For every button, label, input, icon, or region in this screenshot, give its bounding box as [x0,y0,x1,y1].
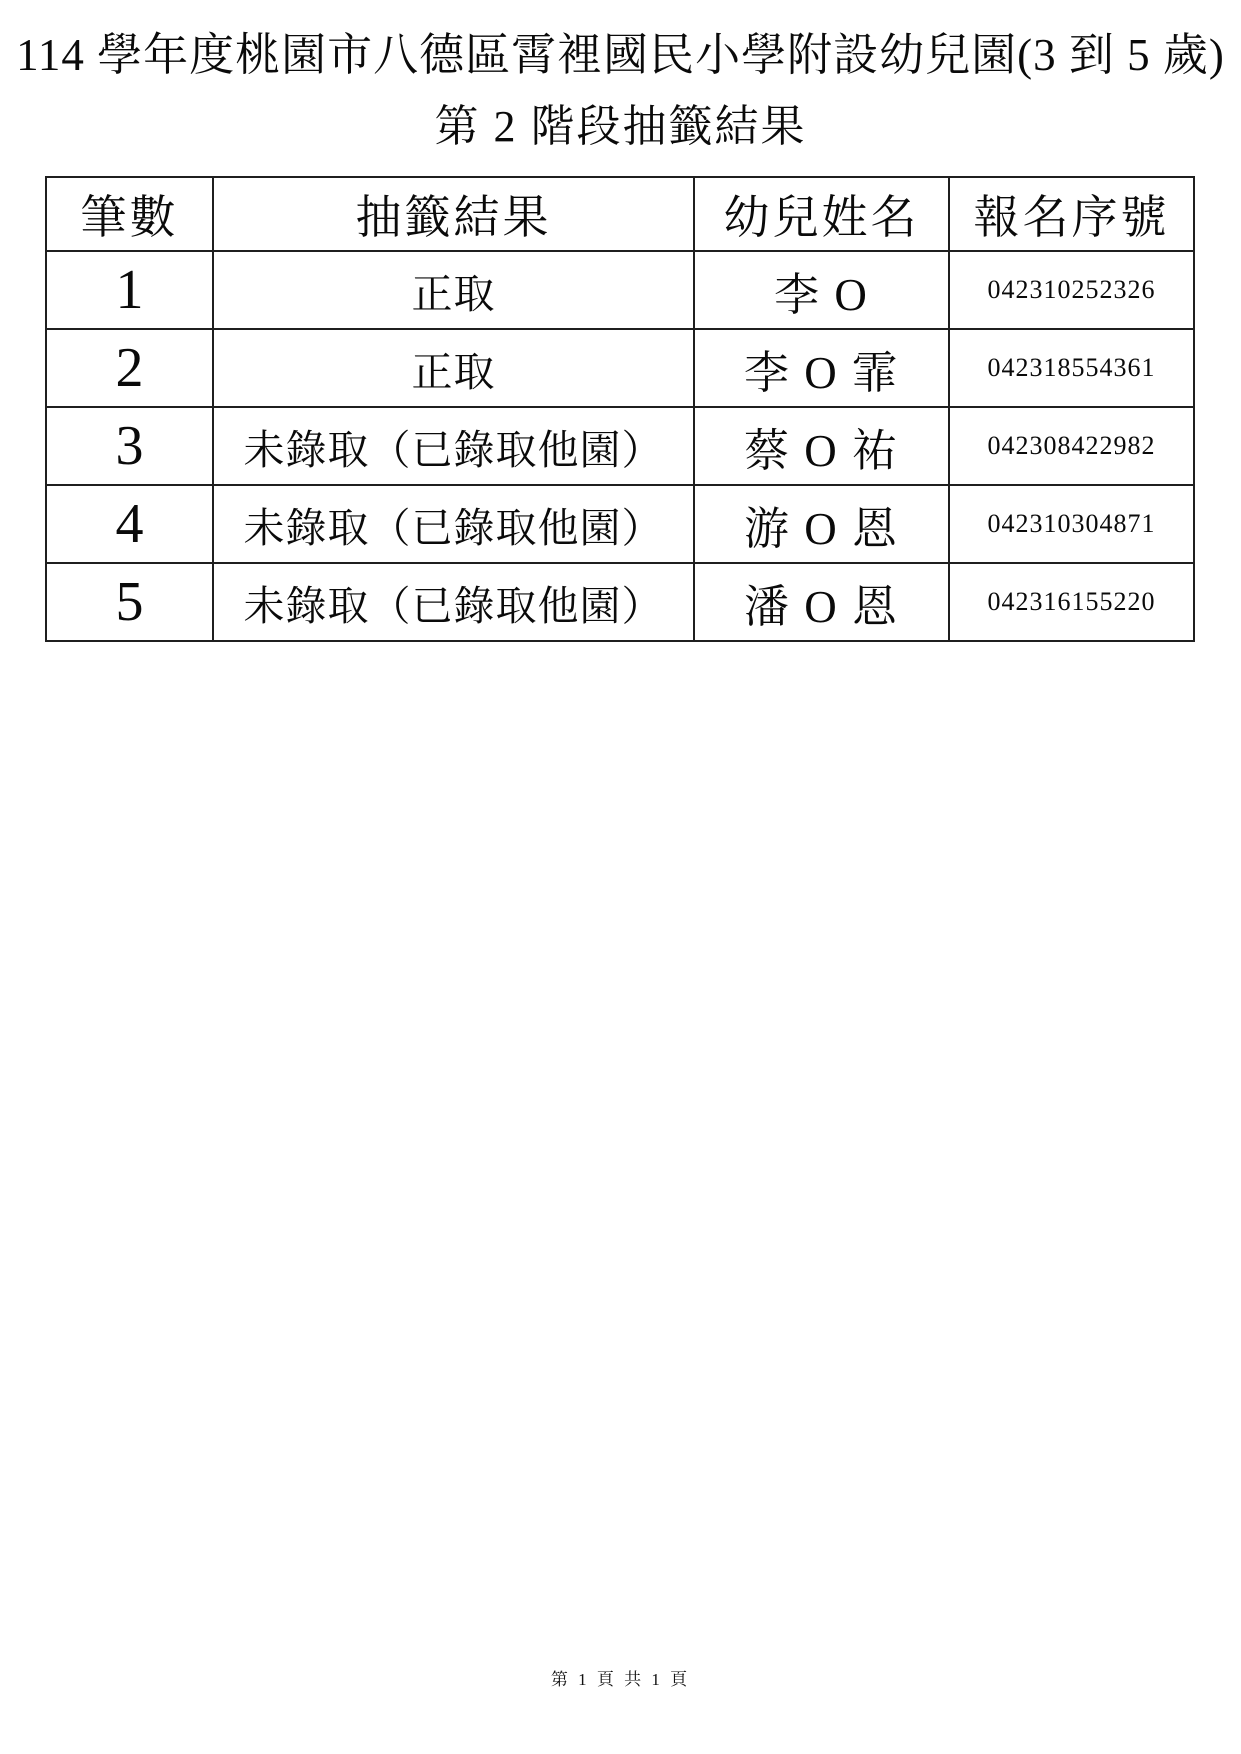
page-number-footer: 第 1 頁 共 1 頁 [550,1670,691,1689]
cell-registration-number: 042316155220 [949,563,1194,641]
table-row [46,407,1194,485]
cell-row-number: 4 [46,485,213,563]
cell-child-name: 潘 O 恩 [694,563,949,641]
cell-lottery-result: 未錄取（已錄取他園） [213,407,694,485]
cell-registration-number: 042308422982 [949,407,1194,485]
cell-row-number: 1 [46,251,213,329]
column-header-registration-number: 報名序號 [949,177,1194,251]
table-row [46,485,1194,563]
lottery-results-table [45,176,1195,642]
cell-row-number: 3 [46,407,213,485]
cell-lottery-result: 正取 [213,251,694,329]
column-header-child-name: 幼兒姓名 [694,177,949,251]
cell-child-name: 蔡 O 祐 [694,407,949,485]
cell-child-name: 李 O 霏 [694,329,949,407]
table-header-row [46,177,1194,251]
cell-lottery-result: 未錄取（已錄取他園） [213,563,694,641]
table-row [46,563,1194,641]
cell-lottery-result: 正取 [213,329,694,407]
cell-registration-number: 042318554361 [949,329,1194,407]
document-title-line2: 第 2 階段抽籤結果 [434,101,807,151]
cell-row-number: 5 [46,563,213,641]
table-header [46,177,1194,251]
cell-registration-number: 042310252326 [949,251,1194,329]
cell-child-name: 游 O 恩 [694,485,949,563]
document-header [0,0,1241,152]
table-body [46,251,1194,641]
column-header-row-number: 筆數 [46,177,213,251]
document-title-line1: 114 學年度桃園市八德區霄裡國民小學附設幼兒園(3 到 5 歲) [16,30,1225,80]
cell-registration-number: 042310304871 [949,485,1194,563]
cell-child-name: 李 O [694,251,949,329]
cell-row-number: 2 [46,329,213,407]
table-row [46,251,1194,329]
column-header-lottery-result: 抽籤結果 [213,177,694,251]
cell-lottery-result: 未錄取（已錄取他園） [213,485,694,563]
table-row [46,329,1194,407]
